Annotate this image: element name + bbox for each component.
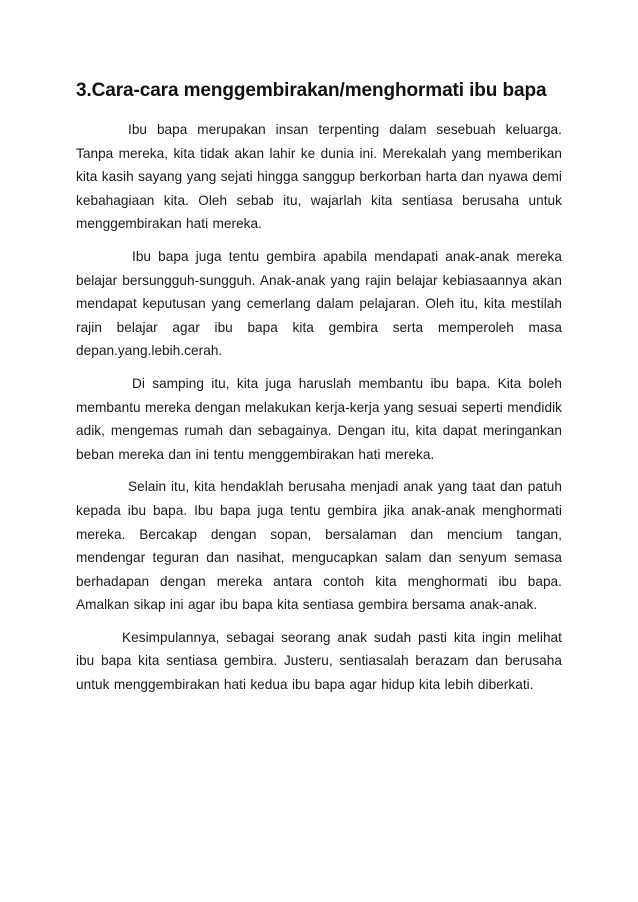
paragraph-4: Selain itu, kita hendaklah berusaha menjadi anak yang taat dan patuh kepada ibu bapa. Ibu bapa juga tentu gembira jika anak-anak menghormati mereka. Bercakap dengan sopan, bersalaman dan mencium tangan, mendengar teguran dan nasihat, mengucapkan salam dan senyum semasa berhadapan dengan mereka antara contoh kita menghormati ibu bapa. Amalkan sikap ini agar ibu bapa kita sentiasa gembira bersama anak-anak. bbox=[76, 479, 562, 613]
section-heading: 3.Cara-cara menggembirakan/menghormati ibu bapa bbox=[76, 80, 547, 101]
paragraph-1: Ibu bapa merupakan insan terpenting dalam sesebuah keluarga. Tanpa mereka, kita tidak akan lahir ke dunia ini. Merekalah yang memberikan kita kasih sayang yang sejati hingga sanggup berkorban harta dan nyawa demi kebahagiaan kita. Oleh sebab itu, wajarlah kita sentiasa berusaha untuk menggembirakan hati mereka. bbox=[76, 122, 562, 232]
paragraph-5: Kesimpulannya, sebagai seorang anak sudah pasti kita ingin melihat ibu bapa kita sentiasa gembira. Justeru, sentiasalah berazam dan berusaha untuk menggembirakan hati kedua ibu bapa agar hidup kita lebih diberkati. bbox=[76, 629, 562, 693]
body-text bbox=[76, 118, 562, 706]
paragraph-3: Di samping itu, kita juga haruslah membantu ibu bapa. Kita boleh membantu mereka dengan melakukan kerja-kerja yang sesuai seperti mendidik adik, mengemas rumah dan sebagainya. Dengan itu, kita dapat meringankan beban mereka dan ini tentu menggembirakan hati mereka. bbox=[76, 375, 562, 462]
paragraph-2: Ibu bapa juga tentu gembira apabila mendapati anak-anak mereka belajar bersungguh-sungguh. Anak-anak yang rajin belajar kebiasaannya akan mendapat keputusan yang cemerlang dalam pelajaran. Oleh itu, kita mestilah rajin belajar agar ibu bapa kita gembira serta memperoleh masa depan.yang.lebih.cerah. bbox=[76, 248, 562, 359]
